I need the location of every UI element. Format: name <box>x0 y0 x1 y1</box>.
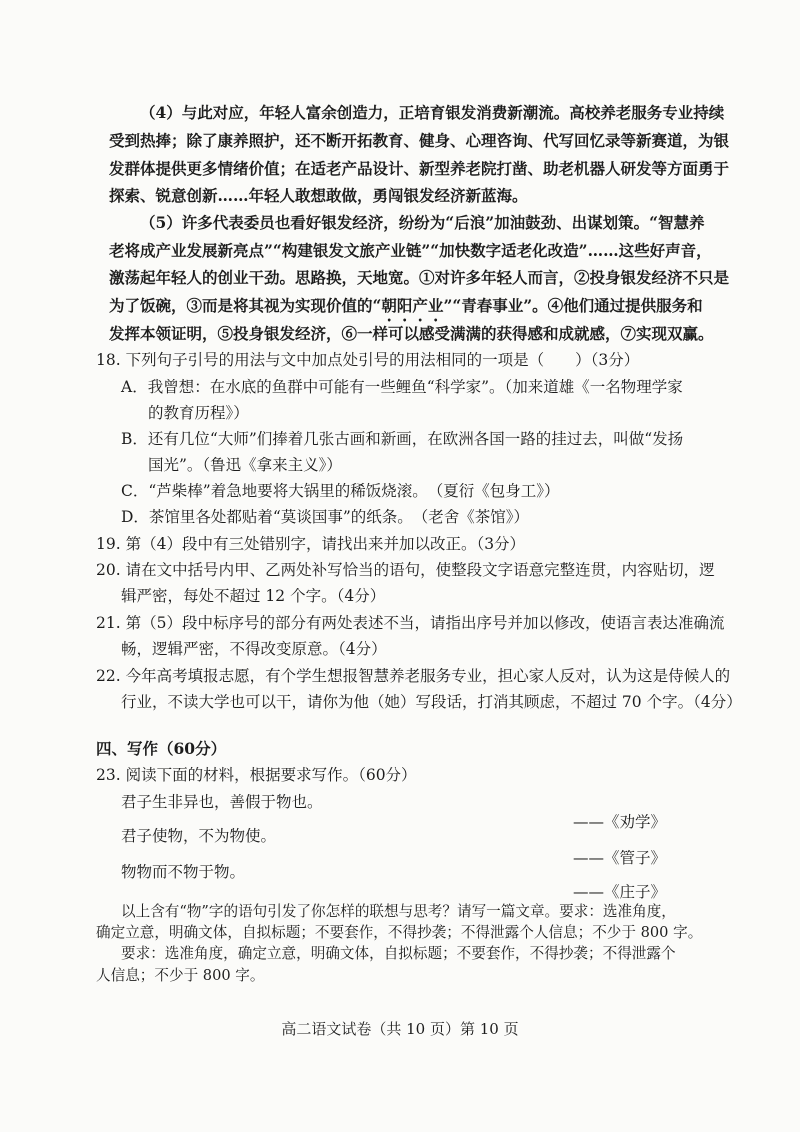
passage-p4-line3: 发群体提供更多情绪价值；在适老产品设计、新型养老院打凿、助老机器人研发等方面勇于 <box>109 159 730 178</box>
question-19: 19. 第（4）段中有三处错别字，请找出来并加以改正。（3分） <box>96 535 526 553</box>
page-footer: 高二语文试卷（共 10 页）第 10 页 <box>281 1020 519 1038</box>
question-22-line2: 行业，不读大学也可以干，请你为他（她）写段话，打消其顾虑，不超过 70 个字。（4分） <box>121 693 742 711</box>
quote-2-source: ——《管子》 <box>572 849 666 867</box>
passage-p5-line4-part1: 为了饭碗，③而是将其视为实现价值的“ <box>109 296 382 315</box>
quote-3-text: 物物而不物于物。 <box>121 863 246 881</box>
writing-prompt-line4: 人信息；不少于 800 字。 <box>96 967 265 984</box>
question-18-option-d: D．茶馆里各处都贴着“莫谈国事”的纸条。 （老舍《茶馆》） <box>121 508 530 526</box>
passage-p5-line4-part2: ”“青春事业”。④他们通过提供服务和 <box>443 296 703 315</box>
question-21-line2: 畅，逻辑严密，不得改变原意。（4分） <box>121 640 387 658</box>
quote-1-source: ——《劝学》 <box>572 813 666 831</box>
writing-prompt-line1: 以上含有“物”字的语句引发了你怎样的联想与思考？请写一篇文章。要求：选准角度， <box>121 903 676 920</box>
passage-p5-line2: 老将成产业发展新亮点”“构建银发文旅产业链”“加快数字适老化改造”……这些好声音， <box>109 241 712 260</box>
question-18-option-b-line1: B．还有几位“大师”们捧着几张古画和新画，在欧洲各国一路的挂过去，叫做“发扬 <box>121 430 684 448</box>
passage-p5-line1: （5）许多代表委员也看好银发经济，纷纷为“后浪”加油鼓劲、出谋划策。“智慧养 <box>140 213 705 232</box>
passage-p5-line4 <box>109 296 703 325</box>
quote-2-text: 君子使物，不为物使。 <box>121 827 277 845</box>
question-18-option-c: C．“芦柴棒”着急地要将大锅里的稀饭烧滚。 （夏衍《包身工》） <box>121 482 560 500</box>
quote-3-source: ——《庄子》 <box>572 883 666 901</box>
passage-p4-line4: 探索、锐意创新……年轻人敢想敢做，勇闯银发经济新蓝海。 <box>109 186 528 205</box>
question-20-line1: 20. 请在文中括号内甲、乙两处补写恰当的语句，使整段文字语意完整连贯，内容贴切，逻 <box>96 561 715 579</box>
writing-prompt-line3: 要求：选准角度，确定立意，明确文体，自拟标题；不要套作，不得抄袭；不得泄露个 <box>121 945 676 962</box>
passage-p4-line1: （4）与此对应，年轻人富余创造力，正培育银发消费新潮流。高校养老服务专业持续 <box>140 103 725 122</box>
passage-p4-line2: 受到热捧；除了康养照护，还不断开拓教育、健身、心理咨询、代写回忆录等新赛道，为银 <box>109 131 730 150</box>
question-23: 23. 阅读下面的材料，根据要求写作。（60分） <box>96 766 417 784</box>
question-20-line2: 辑严密，每处不超过 12 个字。（4分） <box>121 587 386 605</box>
question-22-line1: 22. 今年高考填报志愿，有个学生想报智慧养老服务专业，担心家人反对，认为这是侍候人的 <box>96 667 731 685</box>
quote-1-text: 君子生非异也，善假于物也。 <box>121 793 323 811</box>
passage-p5-line3: 激荡起年轻人的创业干劲。思路换，天地宽。①对许多年轻人而言，②投身银发经济不只是 <box>109 268 730 287</box>
question-18-stem: 18. 下列句子引号的用法与文中加点处引号的用法相同的一项是（ ）（3分） <box>96 351 640 369</box>
writing-prompt-line2: 确定立意，明确文体，自拟标题；不要套作，不得抄袭；不得泄露个人信息；不少于 800 字。 <box>96 924 703 941</box>
question-21-line1: 21. 第（5）段中标序号的部分有两处表述不当，请指出序号并加以修改，使语言表达准确流 <box>96 614 725 632</box>
question-18-option-a-line2: 的教育历程》） <box>148 404 249 422</box>
question-18-option-a-line1: A．我曾想：在水底的鱼群中可能有一些鲤鱼“科学家”。（加来道雄《一名物理学家 <box>121 378 683 396</box>
question-18-option-b-line2: 国光”。（鲁迅《拿来主义》） <box>148 456 342 474</box>
dotted-quote-chaoyang: 朝阳产业 <box>381 296 444 315</box>
passage-p5-line5: 发挥本领证明，⑤投身银发经济，⑥一样可以感受满满的获得感和成就感，⑦实现双赢。 <box>109 324 714 343</box>
section-4-title: 四、写作（60分） <box>96 739 227 758</box>
